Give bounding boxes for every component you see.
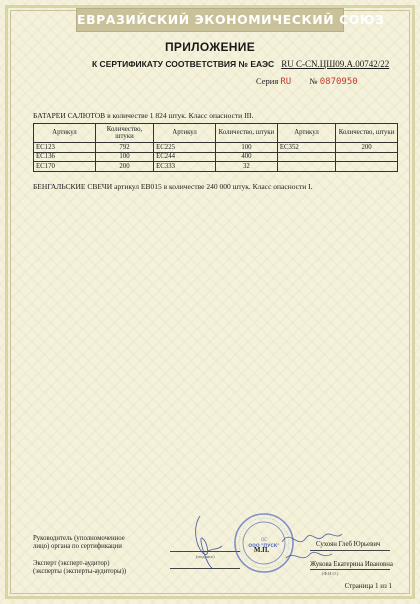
column-header-article: Артикул — [277, 124, 335, 143]
table-cell: 400 — [215, 152, 277, 162]
certificate-number: RU C-CN.ЦШ09.А.00742/22 — [281, 59, 390, 69]
name-caption: (Ф.И.О.) — [322, 571, 339, 576]
section2-text: БЕНГАЛЬСКИЕ СВЕЧИ артикул EB015 в количестве 240 000 штук. Класс опасности I. — [33, 182, 313, 191]
table-cell — [336, 152, 398, 162]
document-title: ПРИЛОЖЕНИЕ — [165, 40, 255, 54]
number-value: 0870950 — [319, 77, 358, 87]
table-cell: 792 — [95, 143, 153, 153]
head-signature-caption: (подпись) — [196, 554, 215, 559]
table-row — [34, 152, 398, 162]
head-name: Сухоян Глеб Юрьевич — [316, 541, 381, 548]
head-label-line1: Руководитель (уполномоченное — [33, 535, 125, 542]
series-label: Серия — [256, 76, 279, 86]
table-cell: 200 — [336, 143, 398, 153]
expert-name: Жукова Екатерина Ивановна — [310, 561, 393, 568]
column-header-article: Артикул — [34, 124, 96, 143]
head-handwritten-signature-icon — [186, 508, 230, 572]
table-header-row — [34, 124, 398, 143]
stamp-text: ООО "ПУСК" — [248, 544, 280, 549]
column-header-quantity: Количество, штуки — [215, 124, 277, 143]
union-banner: ЕВРАЗИЙСКИЙ ЭКОНОМИЧЕСКИЙ СОЮЗ — [76, 8, 344, 32]
table-cell: 32 — [215, 162, 277, 172]
table-cell: EC225 — [154, 143, 216, 153]
number-label: № — [309, 76, 318, 86]
table-cell — [277, 152, 335, 162]
head-label-line2: лицо) органа по сертификации — [33, 543, 122, 550]
certificate-label: К СЕРТИФИКАТУ СООТВЕТСТВИЯ № ЕАЭС — [92, 59, 275, 69]
page-number: Страница 1 из 1 — [344, 582, 392, 590]
series-line — [256, 76, 358, 87]
series-value: RU — [280, 77, 292, 87]
table-cell: 100 — [95, 152, 153, 162]
table-cell: 200 — [95, 162, 153, 172]
section1-text: БАТАРЕИ САЛЮТОВ в количестве 1 824 штук. Класс опасности III. — [33, 111, 254, 120]
table-cell: EC333 — [154, 162, 216, 172]
table-cell — [277, 162, 335, 172]
head-label — [33, 535, 125, 551]
seal-place: М.П. — [254, 547, 270, 554]
table-cell: 100 — [215, 143, 277, 153]
expert-handwritten-signature-icon — [276, 510, 346, 572]
table-cell: EC136 — [34, 152, 96, 162]
column-header-article: Артикул — [154, 124, 216, 143]
expert-label — [33, 560, 126, 576]
table-cell: EC123 — [34, 143, 96, 153]
table-row — [34, 143, 398, 153]
certificate-line — [92, 59, 412, 69]
table-cell: EC244 — [154, 152, 216, 162]
expert-label-line1: Эксперт (эксперт-аудитор) — [33, 560, 110, 567]
table-cell: EC352 — [277, 143, 335, 153]
column-header-quantity: Количество, штуки — [336, 124, 398, 143]
table-cell: EC170 — [34, 162, 96, 172]
svg-text:ОС: ОС — [261, 537, 267, 542]
table-cell — [336, 162, 398, 172]
expert-label-line2: (эксперты (эксперты-аудиторы)) — [33, 568, 127, 575]
column-header-quantity: Количество, штуки — [95, 124, 153, 143]
table-row — [34, 162, 398, 172]
articles-table — [33, 123, 398, 172]
